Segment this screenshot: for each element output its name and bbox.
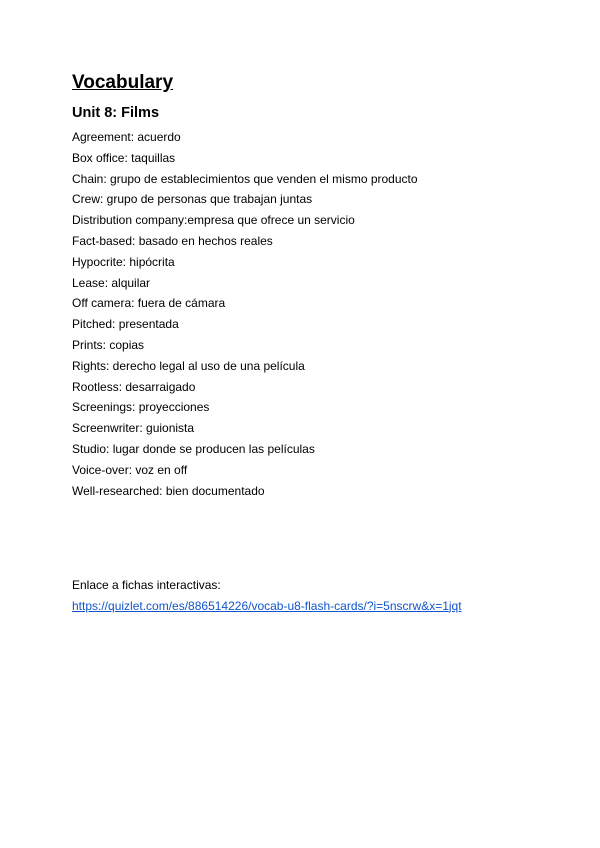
vocabulary-item: Studio: lugar donde se producen las películas: [72, 441, 315, 456]
vocabulary-item: Screenings: proyecciones: [72, 400, 210, 415]
vocabulary-item: Pitched: presentada: [72, 317, 179, 332]
vocabulary-item: Lease: alquilar: [72, 275, 151, 290]
vocabulary-item: Prints: copias: [72, 337, 145, 352]
quizlet-flashcards-link[interactable]: https://quizlet.com/es/886514226/vocab-u8-flash-cards/?i=5nscrw&x=1jqt: [72, 598, 462, 613]
vocabulary-item: Distribution company:empresa que ofrece un servicio: [72, 213, 355, 228]
page-title: Vocabulary: [72, 72, 174, 93]
vocabulary-item: Hypocrite: hipócrita: [72, 254, 175, 269]
flashcards-link-block: [72, 575, 592, 617]
vocabulary-item: Screenwriter: guionista: [72, 421, 195, 436]
vocabulary-item: Rootless: desarraigado: [72, 379, 196, 394]
vocabulary-item: Box office: taquillas: [72, 150, 176, 165]
vocabulary-item: Voice-over: voz en off: [72, 462, 188, 477]
document-page: [72, 70, 572, 501]
vocabulary-item: Crew: grupo de personas que trabajan juntas: [72, 192, 313, 207]
vocabulary-item: Agreement: acuerdo: [72, 130, 181, 144]
vocabulary-item: Well-researched: bien documentado: [72, 483, 265, 498]
vocabulary-item: Fact-based: basado en hechos reales: [72, 233, 273, 248]
vocabulary-item: Rights: derecho legal al uso de una película: [72, 358, 305, 373]
vocabulary-item: Off camera: fuera de cámara: [72, 296, 226, 311]
unit-heading: Unit 8: Films: [72, 105, 160, 121]
vocabulary-item: Chain: grupo de establecimientos que venden el mismo producto: [72, 171, 418, 186]
vocabulary-list: [72, 127, 572, 501]
link-intro-text: Enlace a fichas interactivas:: [72, 578, 221, 592]
